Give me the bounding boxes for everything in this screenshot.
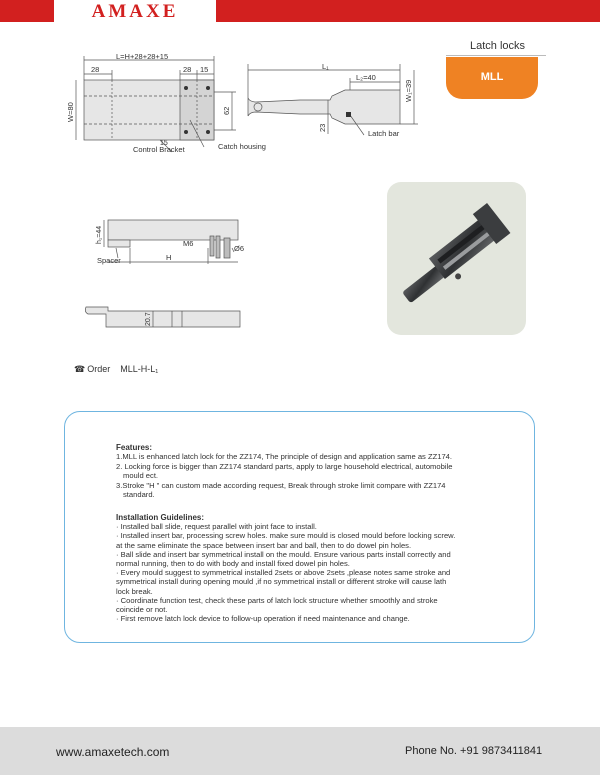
product-code: MLL [480, 71, 504, 83]
dim-l2: L₂=40 [356, 73, 376, 82]
phone-number: Phone No. +91 9873411841 [405, 745, 543, 757]
label-latch-bar: Latch bar [368, 129, 400, 138]
guideline-item: · Coordinate function test, check these parts of latch lock structure whether smoothly and stroke [116, 595, 438, 605]
guideline-item: · Every mould suggest to symmetrical installed 2sets or above 2sets ,please notes same stroke and [116, 568, 451, 578]
dim-w1: W₁=39 [404, 79, 413, 102]
guideline-item: · Installed ball slide, request parallel with joint face to install. [116, 522, 317, 532]
guidelines-section [116, 513, 528, 623]
guideline-item: · Ball slide and insert bar symmetrical install on the mould. Ensure various parts install correctly and [116, 549, 451, 559]
order-label: Order [87, 364, 111, 374]
dim-20-7: 20.7 [145, 312, 152, 326]
dim-15: 15 [200, 65, 209, 74]
label-d6: Ø6 [234, 244, 245, 253]
product-photo [387, 182, 526, 335]
dim-l1: L₁ [322, 62, 329, 71]
features-item: standard. [123, 490, 155, 500]
footer [0, 727, 600, 775]
website-link[interactable]: www.amaxetech.com [56, 745, 170, 759]
guideline-item: normal running, then to do with body and install fixed dowel pin holes. [116, 559, 350, 569]
dim-23: 23 [318, 123, 327, 132]
dim-15-bottom: 15 [160, 140, 168, 147]
dim-62: 62 [222, 106, 231, 115]
label-h: H [166, 253, 172, 262]
logo-text: AMAXE [91, 1, 179, 22]
features-item: mould ect. [123, 471, 159, 481]
label-spacer: Spacer [97, 256, 121, 265]
features-item: 1.MLL is enhanced latch lock for the ZZ174, The principle of design and application same as ZZ174. [116, 452, 453, 462]
guideline-item: coincide or not. [116, 605, 168, 615]
guideline-item: · First remove latch lock device to follow-up operation if need maintenance and change. [116, 614, 410, 624]
features-item: 2. Locking force is bigger than ZZ174 standard parts, apply to large household electrical, automobile [116, 461, 453, 471]
dim-28-left: 28 [91, 65, 100, 74]
order-line [74, 364, 158, 375]
features-title: Features: [116, 443, 153, 452]
label-catch-housing: Catch housing [218, 142, 266, 151]
guideline-item: · Installed insert bar, processing screw holes. make sure mould is closed mould before locking screw. [116, 531, 456, 541]
dim-28-right: 28 [183, 65, 192, 74]
guideline-item: lock break. [116, 586, 153, 596]
guideline-item: symmetrical install during opening mould ,if no symmetrical install or different stroke will cause lath [116, 577, 447, 587]
features-section [116, 443, 526, 499]
label-control-bracket: Control Bracket [133, 145, 185, 154]
order-code: MLL-H-L₁ [120, 364, 159, 374]
phone-icon: ☎ [74, 364, 86, 374]
dim-total-length: L=H+28+28+15 [116, 52, 169, 61]
latch-lock-image [387, 182, 526, 335]
guidelines-title: Installation Guidelines: [116, 513, 205, 522]
dim-width: W=80 [66, 102, 75, 122]
features-item: 3.Stroke "H " can custom made according request, Break through stroke limit compare with ZZ174 [116, 480, 446, 490]
label-m6: M6 [183, 239, 194, 248]
dim-h1: h₁=44 [96, 225, 103, 244]
section-title: Latch locks [470, 40, 526, 52]
guideline-item: at the same eliminate the space between insert bar and ball, then to do dowel pin holes. [116, 540, 412, 550]
